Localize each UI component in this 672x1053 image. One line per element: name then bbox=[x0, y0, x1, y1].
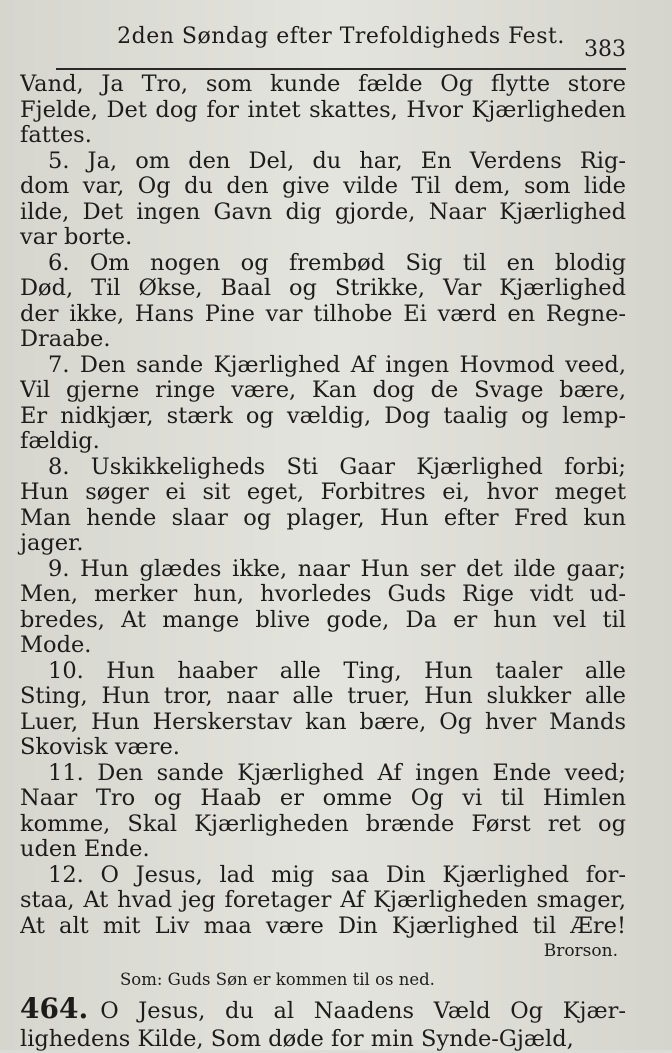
text-line: 11. Den sande Kjærlighed Af ingen Ende veed; bbox=[48, 760, 626, 786]
text-line: Død, Til Økse, Baal og Strikke, Var Kjærlighed bbox=[20, 276, 626, 301]
text-line: komme, Skal Kjærligheden brænde Først ret og bbox=[20, 811, 626, 837]
next-hymn-line: O Jesus, du al Naadens Væld Og Kjær- bbox=[100, 998, 626, 1024]
text-line: Skovisk være. bbox=[20, 734, 180, 760]
text-line: ilde, Det ingen Gavn dig gjorde, Naar Kjærlighed bbox=[20, 199, 626, 225]
next-hymn-first-line bbox=[20, 992, 626, 1025]
text-line: Man hende slaar og plager, Hun efter Fred kun bbox=[20, 505, 626, 531]
text-line: 7. Den sande Kjærlighed Af ingen Hovmod veed, bbox=[48, 352, 626, 378]
text-line: Vand, Ja Tro, som kunde fælde Og flytte store bbox=[20, 72, 626, 97]
text-line: jager. bbox=[20, 530, 84, 556]
text-line: 9. Hun glædes ikke, naar Hun ser det ilde gaar; bbox=[48, 556, 626, 582]
text-line: Draabe. bbox=[20, 326, 111, 352]
page-header bbox=[56, 24, 626, 70]
text-line: Naar Tro og Haab er omme Og vi til Himlen bbox=[20, 786, 626, 811]
text-line: 6. Om nogen og frembød Sig til en blodig bbox=[48, 250, 626, 276]
text-line: Vil gjerne ringe være, Kan dog de Svage bære, bbox=[20, 378, 626, 403]
hymn-number: 464. bbox=[20, 992, 89, 1025]
text-line: Hun søger ei sit eget, Forbitres ei, hvor meget bbox=[20, 480, 626, 505]
text-line: 12. O Jesus, lad mig saa Din Kjærlighed for- bbox=[48, 862, 626, 888]
text-line: der ikke, Hans Pine var tilhobe Ei værd en Regne- bbox=[20, 301, 626, 327]
text-line: fattes. bbox=[20, 122, 92, 148]
text-line: dom var, Og du den give vilde Til dem, som lide bbox=[20, 174, 626, 199]
text-line: Luer, Hun Herskerstav kan bære, Og hver Mands bbox=[20, 709, 626, 735]
text-line: Fjelde, Det dog for intet skattes, Hvor Kjærligheden bbox=[20, 97, 626, 123]
next-hymn bbox=[20, 992, 626, 1053]
text-line: uden Ende. bbox=[20, 836, 150, 862]
text-line: 10. Hun haaber alle Ting, Hun taaler alle bbox=[48, 658, 626, 684]
text-line: bredes, At mange blive gode, Da er hun vel til bbox=[20, 607, 626, 633]
page-number: 383 bbox=[584, 37, 626, 62]
text-line: 5. Ja, om den Del, du har, En Verdens Rig- bbox=[48, 148, 626, 174]
running-head: 2den Søndag efter Trefoldigheds Fest. bbox=[117, 24, 565, 49]
text-line: var borte. bbox=[20, 224, 133, 250]
text-line: staa, At hvad jeg foretager Af Kjærligheden smager, bbox=[20, 888, 626, 913]
text-line: Men, merker hun, hvorledes Guds Rige vidt ud- bbox=[20, 582, 626, 607]
text-line: At alt mit Liv maa være Din Kjærlighed til Ære! bbox=[20, 913, 626, 939]
text-line: Sting, Hun tror, naar alle truer, Hun slukker alle bbox=[20, 684, 626, 709]
next-hymn-line: lighedens Kilde, Som døde for min Synde-Gjæld, bbox=[20, 1026, 574, 1052]
text-line: Er nidkjær, stærk og vældig, Dog taalig og lemp- bbox=[20, 403, 626, 429]
melody-reference: Som: Guds Søn er kommen til os ned. bbox=[120, 970, 435, 989]
text-line: fældig. bbox=[20, 428, 100, 454]
hymn-text bbox=[20, 72, 626, 939]
text-line: 8. Uskikkeligheds Sti Gaar Kjærlighed forbi; bbox=[48, 454, 626, 480]
hymn-author: Brorson. bbox=[543, 941, 618, 961]
text-line: Mode. bbox=[20, 632, 92, 658]
